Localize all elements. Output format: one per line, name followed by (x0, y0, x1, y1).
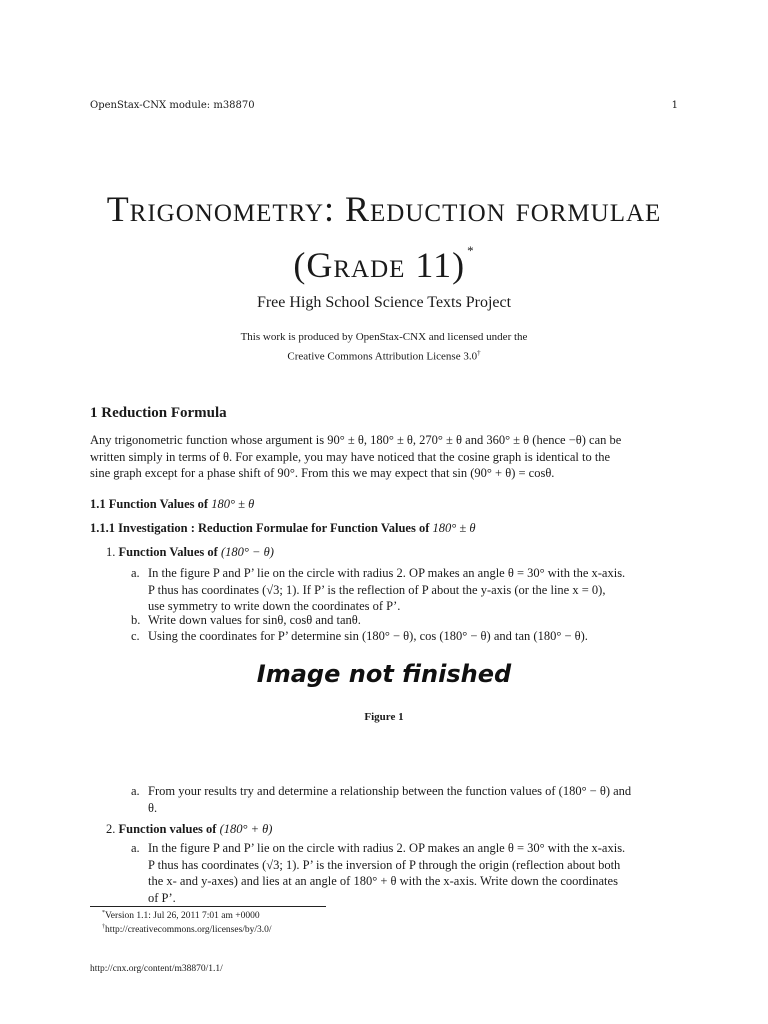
intro-line-2: written simply in terms of θ. For example, you may have noticed that the cosine graph is identical to the (90, 449, 611, 464)
sublist-a-line-3: use symmetry to write down the coordinates of P’. (148, 599, 401, 613)
sublist-item-2a (148, 840, 688, 906)
footnote-2-marker: † (102, 924, 105, 930)
page-title (0, 188, 768, 286)
subsection-heading-text: 1.1 Function Values of (90, 497, 209, 511)
credit-line-2 (0, 345, 768, 365)
footnote-2 (102, 924, 272, 935)
figure-placeholder-image: Image not finished (256, 660, 512, 688)
list-number: 1. (106, 545, 116, 559)
list-heading-math: (180° + θ) (219, 822, 273, 836)
subsection-heading (90, 497, 254, 512)
running-header: OpenStax-CNX module: m38870 (90, 100, 255, 111)
figure-caption: Figure 1 (364, 711, 404, 723)
item2-a-line-3: the x- and y-axes) and lies at an angle of 180° + θ with the x-axis. Write down the coordinates (148, 874, 618, 888)
page-number: 1 (671, 100, 678, 111)
sublist-label: c. (131, 629, 140, 643)
sublist-label: a. (131, 566, 140, 580)
item2-a-line-1: In the figure P and P’ lie on the circle with radius 2. OP makes an angle θ = 30° with the x-axis. (148, 841, 626, 855)
footnote-1-marker: * (102, 910, 105, 916)
item2-a-line-4: of P’. (148, 890, 176, 905)
intro-line-3: sine graph except for a phase shift of 90°. From this we may expect that sin (90° + θ) = cosθ. (90, 466, 555, 480)
after-figure-line-1: From your results try and determine a relationship between the function values of (180° − θ) and (148, 784, 632, 798)
footnote-1-text: Version 1.1: Jul 26, 2011 7:01 am +0000 (105, 911, 260, 922)
footnote-rule (90, 906, 326, 907)
license-text: Creative Commons Attribution License 3.0 (287, 350, 478, 363)
after-figure-line-2: θ. (148, 800, 158, 815)
sublist-item-c: Using the coordinates for P’ determine sin (180° − θ), cos (180° − θ) and tan (180° − θ). (148, 629, 588, 643)
section-heading: 1 Reduction Formula (90, 405, 227, 421)
footnote-1 (102, 910, 260, 921)
subtitle: Free High School Science Texts Project (256, 294, 512, 311)
intro-line-1: Any trigonometric function whose argument is 90° ± θ, 180° ± θ, 270° ± θ and 360° ± θ (hence −θ) can be (90, 433, 622, 447)
sublist-item-after-figure (148, 783, 688, 816)
item2-a-line-2: P thus has coordinates (√3; 1). P’ is the inversion of P through the origin (reflection about both (148, 857, 621, 872)
list-number: 2. (106, 822, 116, 836)
sublist-a-line-1: In the figure P and P’ lie on the circle with radius 2. OP makes an angle θ = 30° with the x-axis. (148, 566, 626, 580)
sublist-label: a. (131, 784, 140, 798)
list-heading-text: Function Values of (118, 545, 218, 559)
intro-paragraph (90, 432, 690, 482)
subsubsection-heading (90, 521, 476, 536)
list-item-2-heading (106, 821, 272, 838)
title-line-2 (0, 230, 768, 286)
sublist-a-line-2: P thus has coordinates (√3; 1). If P’ is the reflection of P about the y-axis (or the line x = 0), (148, 582, 606, 597)
sublist-item-a (148, 565, 688, 615)
credit-line-1: This work is produced by OpenStax-CNX and licensed under the (240, 331, 528, 343)
subsubsection-heading-text: 1.1.1 Investigation : Reduction Formulae for Function Values of (90, 521, 430, 535)
list-heading-math: (180° − θ) (220, 545, 274, 559)
title-line-1: Trigonometry: Reduction formulae (106, 189, 662, 229)
sublist-label: a. (131, 841, 140, 855)
sublist-item-b: Write down values for sinθ, cosθ and tanθ. (148, 613, 361, 627)
subsection-heading-math: 180° ± θ (211, 497, 255, 511)
list-item-1-heading (106, 544, 274, 561)
sublist-label: b. (131, 613, 141, 627)
title-footnote-marker: * (467, 243, 475, 258)
credit-block (0, 329, 768, 365)
subsubsection-heading-math: 180° ± θ (432, 521, 476, 535)
footnote-2-link[interactable]: http://creativecommons.org/licenses/by/3.0/ (105, 925, 272, 936)
footer-url[interactable]: http://cnx.org/content/m38870/1.1/ (90, 964, 223, 974)
credit-footnote-marker: † (477, 349, 481, 357)
list-heading-text: Function values of (118, 822, 217, 836)
title-grade: (Grade 11) (293, 245, 466, 285)
